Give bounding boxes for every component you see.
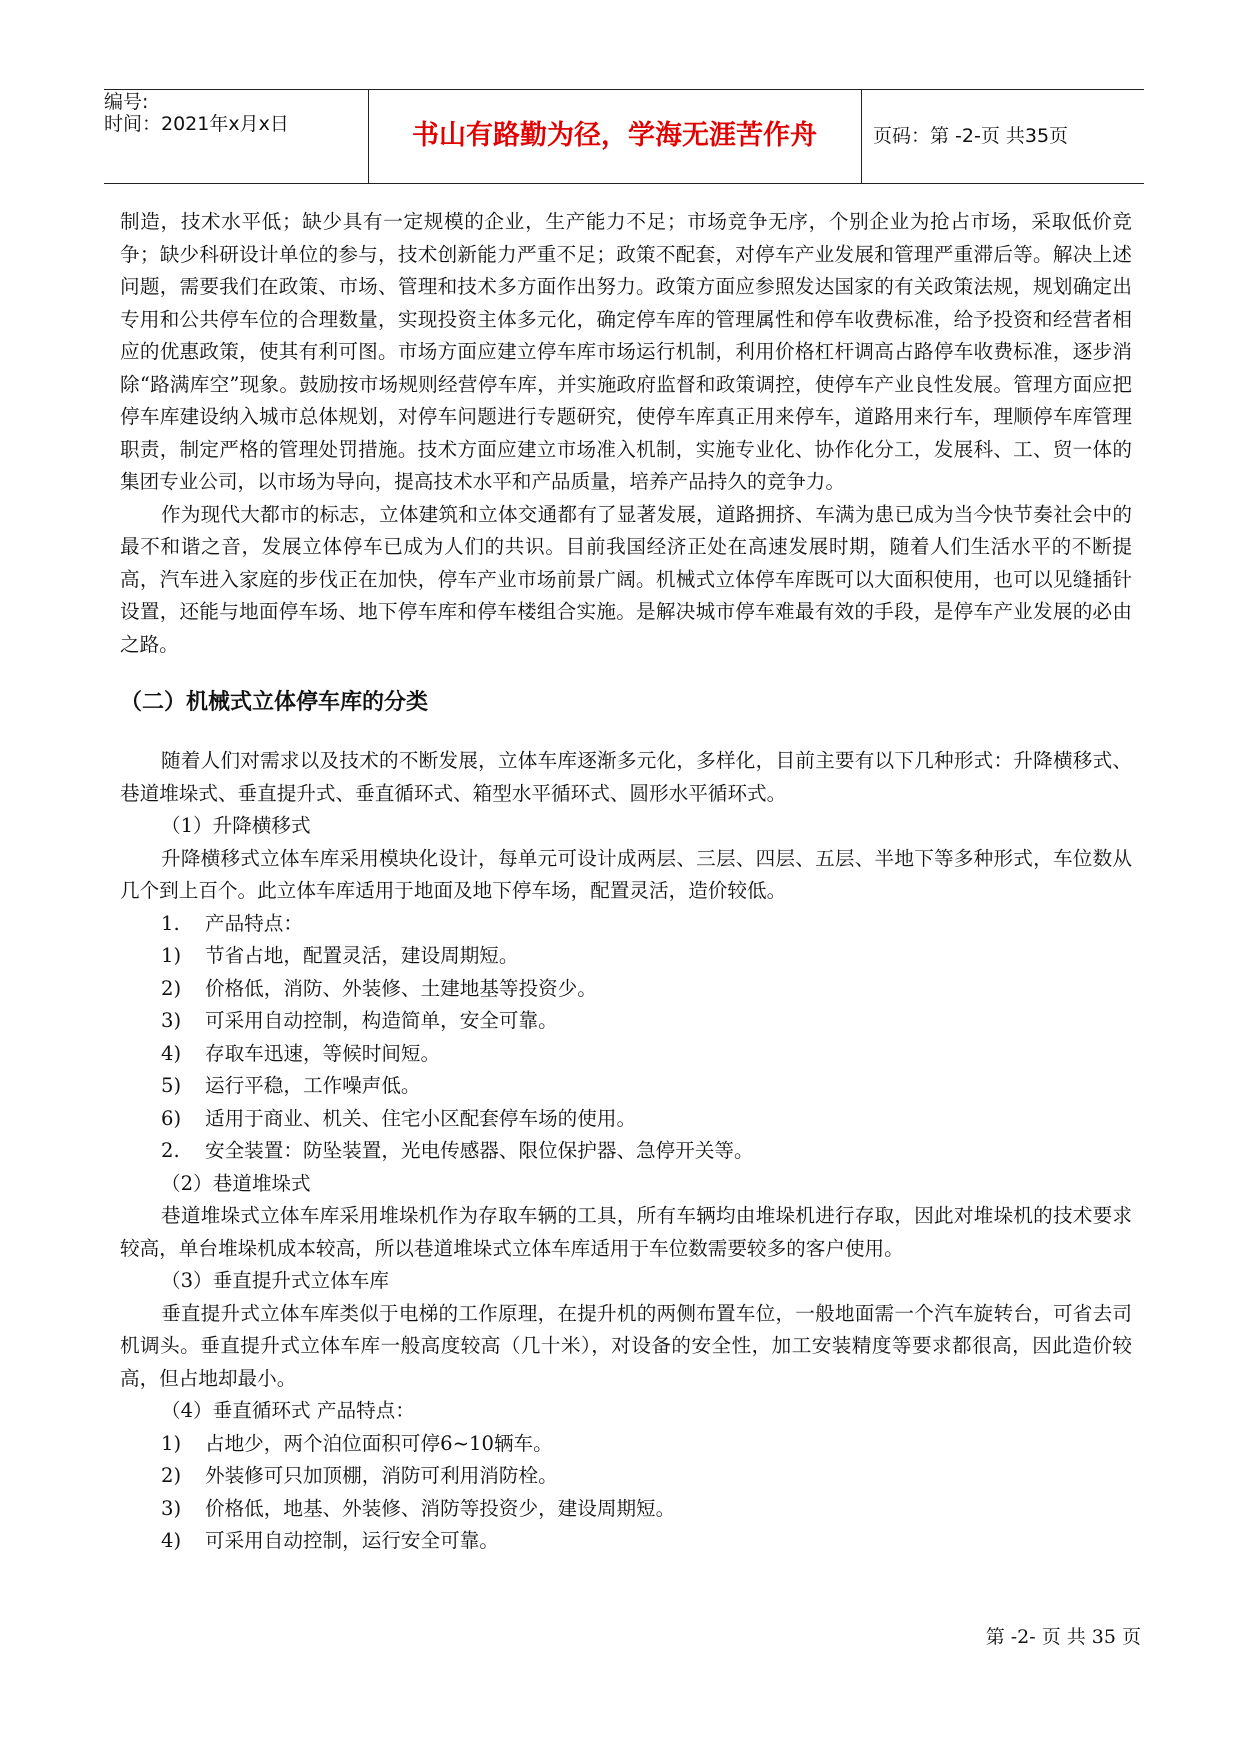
header-page-cell — [861, 90, 1144, 183]
document-time-label: 时间：2021年x月x日 — [104, 113, 289, 135]
paragraph-policy-measures: 制造，技术水平低；缺少具有一定规模的企业，生产能力不足；市场竞争无序，个别企业为抢占市场，采取低价竞争；缺少科研设计单位的参与，技术创新能力严重不足；政策不配套，对停车产业发展和管理严重滞后等。解决上述问题，需要我们在政策、市场、管理和技术多方面作出努力。政策方面应参照发达国家的有关政策法规，规划确定出专用和公共停车位的合理数量，实现投资主体多元化，确定停车库的管理属性和停车收费标准，给予投资和经营者相应的优惠政策，使其有利可图。市场方面应建立停车库市场运行机制，利用价格杠杆调高占路停车收费标准，逐步消除“路满库空”现象。鼓励按市场规则经营停车库，并实施政府监督和政策调控，使停车产业良性发展。管理方面应把停车库建设纳入城市总体规划，对停车问题进行专题研究，使停车库真正用来停车，道路用来行车，理顺停车库管理职责，制定严格的管理处罚措施。技术方面应建立市场准入机制，实施专业化、协作化分工，发展科、工、贸一体的集团专业公司，以市场为导向，提高技术水平和产品质量，培养产品持久的竞争力。 — [120, 210, 1132, 493]
page-footer: 第 -2- 页 共 35 页 — [985, 1626, 1141, 1648]
section-title: （二）机械式立体停车库的分类 — [120, 690, 429, 715]
subsection-title-2: （2）巷道堆垛式 — [161, 1171, 311, 1195]
subsection-title-3: （3）垂直提升式立体车库 — [161, 1269, 389, 1292]
list-item: 4) 可采用自动控制，运行安全可靠。 — [161, 1529, 499, 1552]
list-item: 3) 价格低，地基、外装修、消防等投资少，建设周期短。 — [161, 1496, 676, 1520]
header-motto: 书山有路勤为径，学海无涯苦作舟 — [412, 120, 817, 151]
list-item: 1. 产品特点： — [161, 911, 303, 935]
subsection-title-1: （1）升降横移式 — [161, 814, 311, 837]
header-motto-cell — [368, 90, 862, 183]
paragraph-classification-intro: 随着人们对需求以及技术的不断发展，立体车库逐渐多元化，多样化，目前主要有以下几种形式：升降横移式、巷道堆垛式、垂直提升式、垂直循环式、箱型水平循环式、圆形水平循环式。 — [120, 749, 1132, 805]
document-number-label: 编号: — [104, 91, 149, 113]
feature-list-4 — [120, 1428, 1132, 1558]
subsection-title-4: （4）垂直循环式 产品特点： — [161, 1399, 415, 1422]
list-item: 1) 占地少，两个泊位面积可停6~10辆车。 — [161, 1431, 553, 1455]
list-item: 6) 适用于商业、机关、住宅小区配套停车场的使用。 — [161, 1106, 637, 1130]
subsection-desc-2: 巷道堆垛式立体车库采用堆垛机作为存取车辆的工具，所有车辆均由堆垛机进行存取，因此对堆垛机的技术要求较高，单台堆垛机成本较高，所以巷道堆垛式立体车库适用于车位数需要较多的客户使用。 — [120, 1204, 1132, 1260]
list-item: 5) 运行平稳，工作噪声低。 — [161, 1074, 421, 1097]
header-page-label: 页码：第 -2-页 共35页 — [873, 125, 1069, 147]
subsection-desc-1: 升降横移式立体车库采用模块化设计，每单元可设计成两层、三层、四层、五层、半地下等多种形式，车位数从几个到上百个。此立体车库适用于地面及地下停车场，配置灵活，造价较低。 — [120, 846, 1132, 902]
list-item: 2) 外装修可只加顶棚，消防可利用消防栓。 — [161, 1464, 558, 1487]
page-header — [104, 89, 1144, 184]
list-item: 3) 可采用自动控制，构造简单，安全可靠。 — [161, 1009, 558, 1032]
document-body — [120, 206, 1132, 1558]
list-item: 2. 安全装置：防坠装置，光电传感器、限位保护器、急停开关等。 — [161, 1139, 754, 1162]
list-item: 4) 存取车迅速，等候时间短。 — [161, 1041, 441, 1065]
subsection-desc-3: 垂直提升式立体车库类似于电梯的工作原理，在提升机的两侧布置车位，一般地面需一个汽车旋转台，可省去司机调头。垂直提升式立体车库一般高度较高（几十米），对设备的安全性，加工安装精度等要求都很高，因此造价较高，但占地却最小。 — [120, 1301, 1132, 1390]
list-item: 1) 节省占地，配置灵活，建设周期短。 — [161, 944, 519, 967]
list-item: 2) 价格低，消防、外装修、土建地基等投资少。 — [161, 976, 597, 1000]
paragraph-development-outlook: 作为现代大都市的标志，立体建筑和立体交通都有了显著发展，道路拥挤、车满为患已成为当今快节奏社会中的最不和谐之音，发展立体停车已成为人们的共识。目前我国经济正处在高速发展时期，随着人们生活水平的不断提高，汽车进入家庭的步伐正在加快，停车产业市场前景广阔。机械式立体停车库既可以大面积使用，也可以见缝插针设置，还能与地面停车场、地下停车库和停车楼组合实施。是解决城市停车难最有效的手段，是停车产业发展的必由之路。 — [120, 502, 1132, 656]
feature-list-1 — [120, 908, 1132, 1168]
header-info-cell — [104, 90, 369, 183]
